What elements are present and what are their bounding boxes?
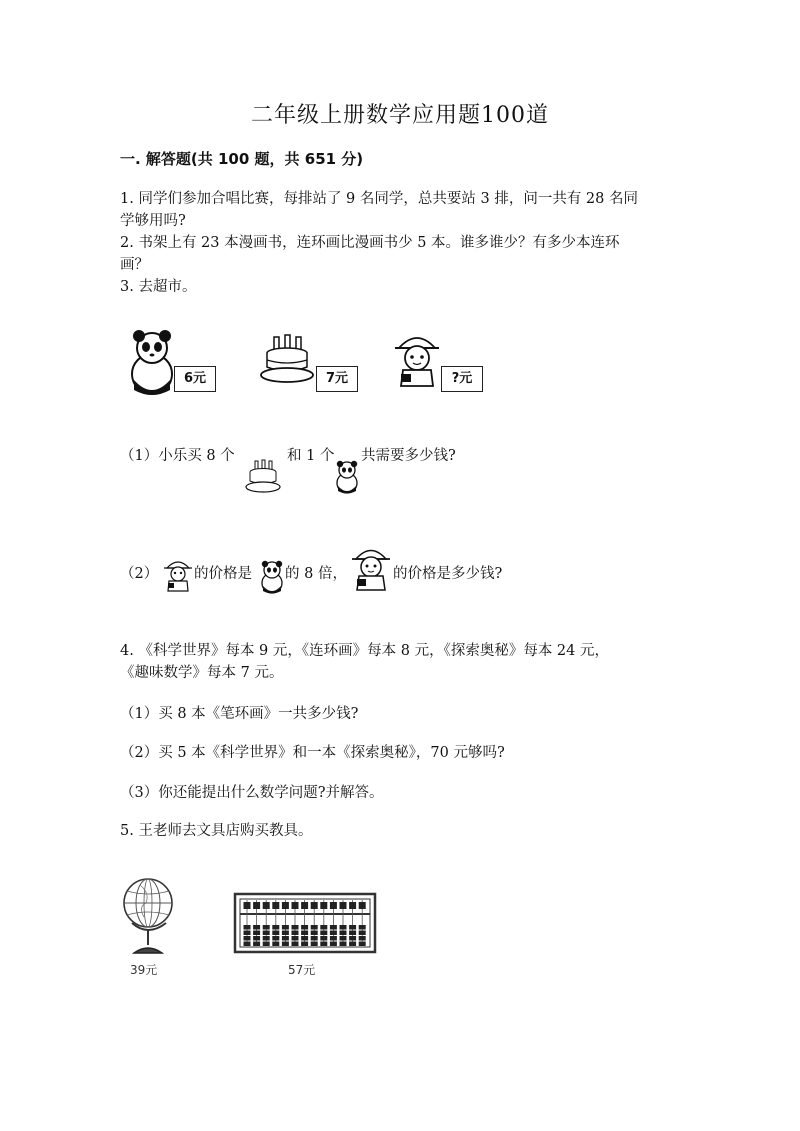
doll-icon-small bbox=[164, 558, 192, 592]
section-heading: 一. 解答题(共 100 题，共 651 分) bbox=[120, 150, 364, 168]
question-4-sub-1: （1）买 8 本《笔环画》一共多少钱? bbox=[120, 706, 359, 722]
cake-price-box: 7元 bbox=[316, 366, 358, 392]
question-3-intro: 3. 去超市。 bbox=[120, 279, 197, 295]
panda-price-box: 6元 bbox=[174, 366, 216, 392]
doll-icon-medium bbox=[352, 545, 390, 591]
question-4-sub-2: （2）买 5 本《科学世界》和一本《探索奥秘》，70 元够吗? bbox=[120, 745, 505, 761]
abacus-price: 57元 bbox=[288, 963, 316, 977]
question-4-line-1: 4. 《科学世界》每本 9 元，《连环画》每本 8 元，《探索奥秘》每本 24 元， bbox=[120, 643, 609, 659]
question-3-sub-2-prefix: （2） bbox=[120, 566, 159, 582]
question-4-sub-3: （3）你还能提出什么数学问题?并解答。 bbox=[120, 785, 384, 801]
globe-price: 39元 bbox=[130, 963, 158, 977]
question-3-sub-1-suffix: 共需要多少钱? bbox=[361, 448, 456, 464]
question-1-line-1: 1. 同学们参加合唱比赛，每排站了 9 名同学，总共要站 3 排，问一共有 28 名同 bbox=[120, 191, 638, 207]
question-2 bbox=[120, 232, 680, 276]
question-2-line-2: 画？ bbox=[120, 257, 149, 273]
doll-icon bbox=[395, 332, 440, 390]
question-1-line-2: 学够用吗? bbox=[120, 213, 186, 229]
globe-icon bbox=[120, 873, 176, 959]
question-3-sub-1-prefix: （1）小乐买 8 个 bbox=[120, 448, 235, 464]
cake-icon-small bbox=[245, 460, 281, 494]
abacus-icon bbox=[233, 892, 377, 954]
question-2-line-1: 2. 书架上有 23 本漫画书，连环画比漫画书少 5 本。谁多谁少？有多少本连环 bbox=[120, 235, 620, 251]
question-4 bbox=[120, 640, 700, 684]
panda-icon-small-2 bbox=[260, 560, 284, 594]
page-title: 二年级上册数学应用题100道 bbox=[251, 103, 549, 128]
question-5-intro: 5. 王老师去文具店购买教具。 bbox=[120, 823, 313, 839]
question-3-sub-2-mid-1: 的价格是 bbox=[194, 566, 252, 582]
panda-icon bbox=[130, 330, 175, 396]
question-3-sub-1-mid: 和 1 个 bbox=[287, 448, 335, 464]
panda-icon-small bbox=[335, 460, 359, 494]
question-4-line-2: 《趣味数学》每本 7 元。 bbox=[120, 665, 284, 681]
question-3-sub-2-suffix: 的价格是多少钱? bbox=[393, 566, 503, 582]
question-1 bbox=[120, 188, 680, 232]
cake-icon bbox=[260, 335, 315, 387]
doll-price-box: ?元 bbox=[441, 366, 483, 392]
question-3-sub-2-mid-2: 的 8 倍， bbox=[285, 566, 347, 582]
